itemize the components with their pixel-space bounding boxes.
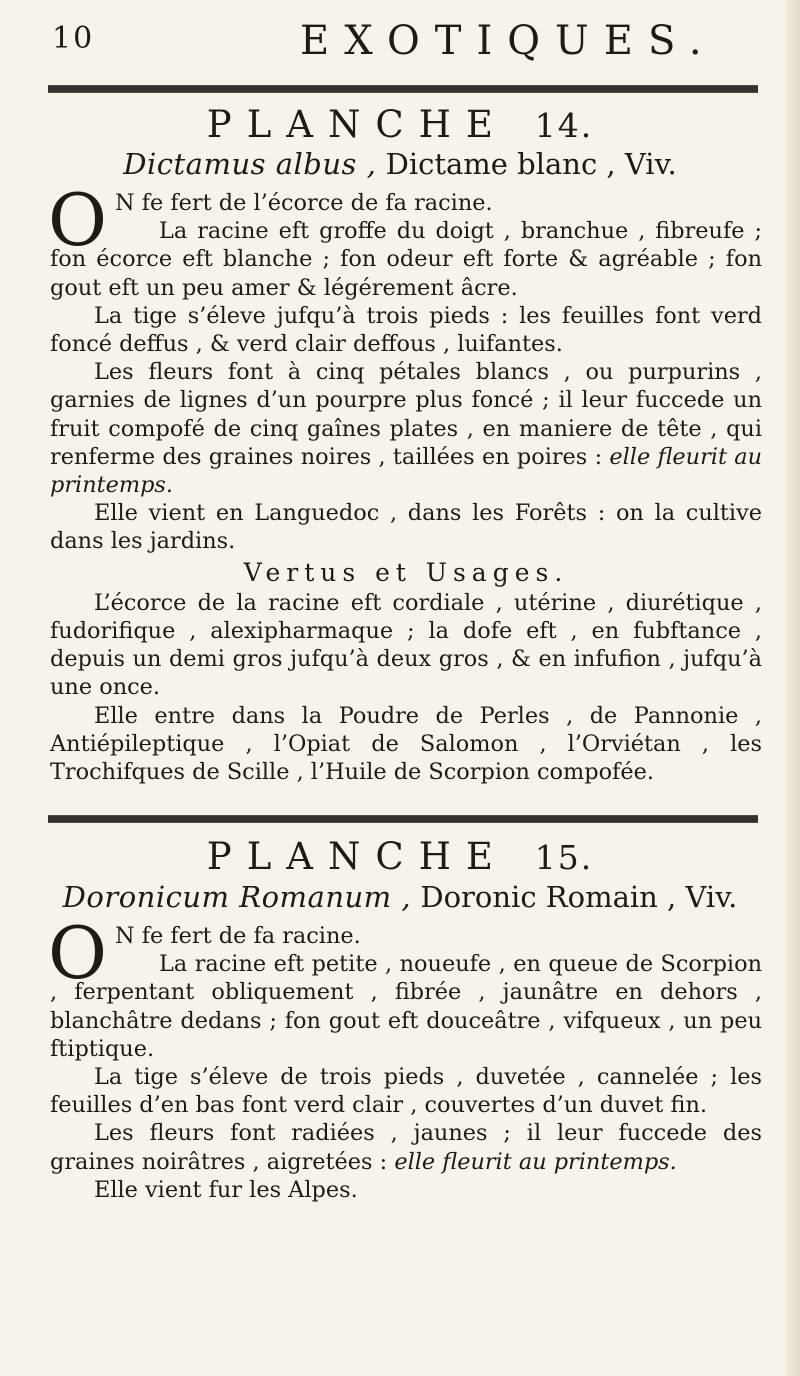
- section-heading: Vertus et Usages.: [243, 557, 569, 587]
- paragraph: La tige s’éleve de trois pieds , duvetée , cannelée ; les feuilles d’en bas font verd clair , couvertes d’un duvet fin.: [50, 1064, 762, 1119]
- cultivation-tag: Viv.: [676, 880, 738, 914]
- french-name: Doronic Romain ,: [411, 880, 677, 914]
- running-head: EXOTIQUES.: [300, 18, 717, 64]
- paragraph: Elle vient fur les Alpes.: [94, 1176, 358, 1203]
- plate-15-title: [0, 835, 800, 878]
- paragraph: Elle vient en Languedoc , dans les Forêts : on la cultive dans les jardins.: [50, 500, 762, 555]
- plate-title-word: PLANCHE: [206, 835, 508, 878]
- paragraph: O N fe fert de l’écorce de fa racine.: [48, 178, 493, 262]
- page-number: 10: [52, 21, 95, 56]
- flowering-note: elle fleurit au printemps.: [394, 1148, 677, 1175]
- plate-number: 15.: [534, 838, 594, 877]
- plate-15-subtitle: [0, 880, 800, 914]
- cultivation-tag: Viv.: [615, 147, 677, 181]
- french-name: Dictame blanc ,: [376, 147, 616, 181]
- plate-15-text: [48, 911, 762, 1204]
- paragraph: La racine eft groffe du doigt , branchue , fibreufe ; fon écorce eft blanche ; fon odeur eft forte & agréable ; fon gout eft un peu amer & légérement âcre.: [50, 218, 762, 301]
- plate-number: 14.: [534, 106, 594, 145]
- latin-name: Doronicum Romanum ,: [62, 880, 412, 914]
- latin-name: Dictamus albus ,: [123, 147, 377, 181]
- plate-14-text: [48, 178, 762, 786]
- ornamental-rule: [48, 815, 758, 823]
- drop-cap: O: [48, 178, 108, 262]
- drop-cap: O: [48, 911, 108, 995]
- paragraph: O N fe fert de fa racine.: [48, 911, 361, 995]
- plate-14-subtitle: [0, 147, 800, 181]
- paragraph: Les fleurs font radiées , jaunes ; il leur fuccede des graines noirâtres , aigretées : elle fleurit au printemps.: [50, 1120, 762, 1175]
- flowering-note: elle fleurit au printemps.: [50, 443, 762, 499]
- paragraph: Les fleurs font à cinq pétales blancs , ou purpurins , garnies de lignes d’un pourpre plus foncé ; il leur fuccede un fruit compofé de cinq gaînes plates , en maniere de tête , qui renferme des graines noires , taillées en poires : elle fleurit au printemps.: [50, 359, 762, 499]
- paragraph: La racine eft petite , noueufe , en queue de Scorpion , ferpentant obliquement , fibrée , jaunâtre en dehors , blanchâtre dedans ; fon gout eft douceâtre , vifqueux , un peu ftiptique.: [50, 951, 762, 1062]
- paragraph: La tige s’éleve jufqu’à trois pieds : les feuilles font verd foncé deffus , & verd clair deffous , luifantes.: [50, 302, 762, 358]
- plate-14-title: [0, 103, 800, 146]
- plate-title-word: PLANCHE: [206, 103, 508, 146]
- page-header: [40, 18, 760, 78]
- page-edge: [786, 0, 800, 1376]
- paragraph: Elle entre dans la Poudre de Perles , de Pannonie , Antiépileptique , l’Opiat de Salomon , l’Orviétan , les Trochifques de Scille , l’Huile de Scorpion compofée.: [50, 702, 762, 786]
- paragraph: L’écorce de la racine eft cordiale , utérine , diurétique , fudorifique , alexipharmaque ; la dofe eft , en fubftance , depuis un demi gros jufqu’à deux gros , & en infufion , jufqu’à une once.: [50, 589, 762, 701]
- ornamental-rule: [48, 85, 758, 93]
